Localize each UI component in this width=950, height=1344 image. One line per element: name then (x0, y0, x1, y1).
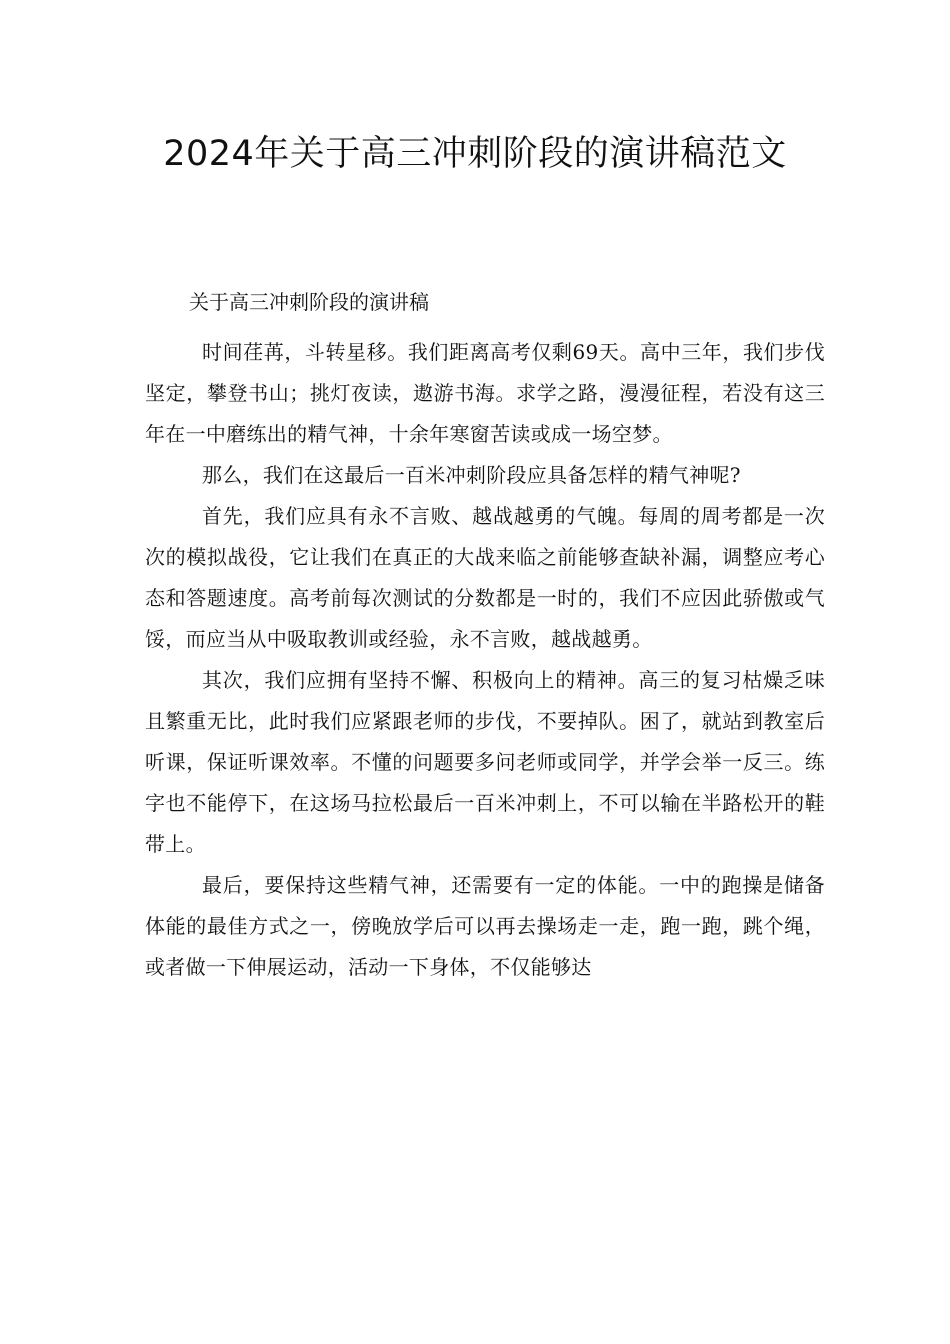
document-body (145, 332, 825, 988)
paragraph: 时间荏苒，斗转星移。我们距离高考仅剩69天。高中三年，我们步伐坚定，攀登书山；挑灯夜读，遨游书海。求学之路，漫漫征程，若没有这三年在一中磨练出的精气神，十余年寒窗苦读或成一场空梦。 (145, 340, 825, 446)
paragraph: 其次，我们应拥有坚持不懈、积极向上的精神。高三的复习枯燥乏味且繁重无比，此时我们应紧跟老师的步伐，不要掉队。困了，就站到教室后听课，保证听课效率。不懂的问题要多问老师或同学，并学会举一反三。练字也不能停下，在这场马拉松最后一百米冲刺上，不可以输在半路松开的鞋带上。 (145, 668, 825, 856)
paragraph: 首先，我们应具有永不言败、越战越勇的气魄。每周的周考都是一次次的模拟战役，它让我们在真正的大战来临之前能够查缺补漏，调整应考心态和答题速度。高考前每次测试的分数都是一时的，我们不应因此骄傲或气馁，而应当从中吸取教训或经验，永不言败，越战越勇。 (145, 504, 825, 651)
paragraph: 那么，我们在这最后一百米冲刺阶段应具备怎样的精气神呢? (202, 463, 741, 487)
document-title: 2024年关于高三冲刺阶段的演讲稿范文 (163, 134, 787, 174)
paragraph: 最后，要保持这些精气神，还需要有一定的体能。一中的跑操是储备体能的最佳方式之一，傍晚放学后可以再去操场走一走，跑一跑，跳个绳，或者做一下伸展运动，活动一下身体，不仅能够达 (145, 873, 825, 979)
document-subtitle: 关于高三冲刺阶段的演讲稿 (189, 290, 429, 314)
